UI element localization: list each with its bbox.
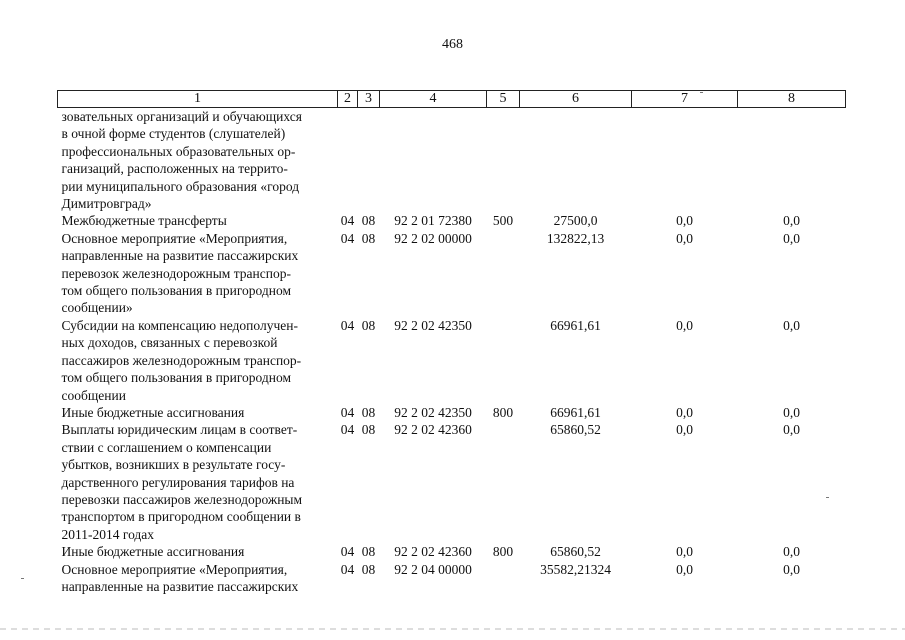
- cell-section: 04: [340, 561, 355, 577]
- table-body: [58, 108, 846, 596]
- cell-description: [58, 404, 338, 421]
- cell-amount-col7: 0,0: [676, 317, 693, 333]
- header-col-4: 4: [380, 91, 487, 108]
- cell-expense-type: [487, 421, 520, 543]
- cell-amount-col7: 0,0: [676, 213, 693, 229]
- cell-amount-col8: 0,0: [783, 404, 800, 420]
- cell-section: 04: [340, 317, 355, 333]
- table-row: [58, 404, 846, 421]
- cell-description: [58, 230, 338, 317]
- cell-amount-col6: 66961,61: [550, 317, 601, 333]
- header-col-2: 2: [338, 91, 358, 108]
- cell-amount-col6: [520, 108, 632, 213]
- cell-target-code: [380, 108, 487, 213]
- cell-expense-type: [487, 561, 520, 596]
- description-line: рии муниципального образования «город: [61, 178, 300, 194]
- cell-amount-col8: [738, 108, 846, 213]
- cell-subsection: 08: [361, 404, 376, 420]
- cell-section: [338, 108, 358, 213]
- table-row: [58, 543, 846, 560]
- cell-target-code: 92 2 02 42350: [394, 317, 472, 333]
- cell-description: [58, 421, 338, 543]
- cell-section: 04: [340, 422, 355, 438]
- description-line: том общего пользования в пригородном: [61, 370, 292, 386]
- cell-section: 04: [340, 213, 355, 229]
- cell-subsection: 08: [361, 561, 376, 577]
- scan-noise-line: [0, 628, 905, 630]
- table-row: [58, 230, 846, 317]
- cell-expense-type: 800: [492, 404, 514, 420]
- description-line: транспортом в пригородном сообщении в: [61, 509, 301, 525]
- cell-target-code: 92 2 02 42360: [394, 422, 472, 438]
- description-line: том общего пользования в пригородном: [61, 283, 292, 299]
- description-line: пассажиров железнодорожным транспор-: [61, 352, 302, 368]
- cell-amount-col7: [632, 108, 738, 213]
- description-line: Иные бюджетные ассигнования: [61, 544, 245, 560]
- description-line: сообщении»: [61, 300, 133, 316]
- description-line: Основное мероприятие «Мероприятия,: [61, 230, 288, 246]
- cell-expense-type: [487, 317, 520, 404]
- header-col-6: 6: [520, 91, 632, 108]
- description-line: убытков, возникших в результате госу-: [61, 457, 286, 473]
- description-line: в очной форме студентов (слушателей): [61, 126, 286, 142]
- cell-subsection: 08: [361, 544, 376, 560]
- description-line: зовательных организаций и обучающихся: [61, 109, 302, 124]
- cell-expense-type: [487, 230, 520, 317]
- table-header: [58, 91, 846, 108]
- description-line: направленные на развитие пассажирских: [61, 578, 299, 594]
- cell-description: [58, 561, 338, 596]
- cell-description: [58, 108, 338, 213]
- cell-amount-col6: 35582,21324: [540, 561, 611, 577]
- cell-expense-type: 800: [492, 544, 514, 560]
- table-row: [58, 561, 846, 596]
- header-col-3: 3: [358, 91, 380, 108]
- description-line: направленные на развитие пассажирских: [61, 248, 299, 264]
- table-row: [58, 421, 846, 543]
- cell-description: [58, 543, 338, 560]
- cell-amount-col6: 65860,52: [550, 422, 601, 438]
- header-col-1: 1: [58, 91, 338, 108]
- cell-amount-col8: 0,0: [783, 317, 800, 333]
- cell-subsection: [358, 108, 380, 213]
- cell-amount-col7: 0,0: [676, 561, 693, 577]
- cell-amount-col8: 0,0: [783, 422, 800, 438]
- cell-subsection: 08: [361, 213, 376, 229]
- description-line: перевозки пассажиров железнодорожным: [61, 491, 303, 507]
- description-line: профессиональных образовательных ор-: [61, 143, 296, 159]
- cell-amount-col8: 0,0: [783, 544, 800, 560]
- cell-amount-col6: 27500,0: [553, 213, 598, 229]
- description-line: Межбюджетные трансферты: [61, 213, 227, 229]
- description-line: сообщении: [61, 387, 126, 403]
- description-line: Субсидии на компенсацию недополучен-: [61, 317, 298, 333]
- description-line: Выплаты юридическим лицам в соответ-: [61, 422, 298, 438]
- table-row: [58, 212, 846, 229]
- cell-amount-col6: 132822,13: [546, 230, 605, 246]
- cell-section: 04: [340, 230, 355, 246]
- cell-amount-col7: 0,0: [676, 422, 693, 438]
- scan-speck: [700, 92, 703, 93]
- header-col-5: 5: [487, 91, 520, 108]
- cell-amount-col6: 65860,52: [550, 544, 601, 560]
- cell-amount-col8: 0,0: [783, 230, 800, 246]
- description-line: Иные бюджетные ассигнования: [61, 404, 245, 420]
- cell-target-code: 92 2 02 42350: [394, 404, 472, 420]
- cell-amount-col6: 66961,61: [550, 404, 601, 420]
- description-line: Основное мероприятие «Мероприятия,: [61, 561, 288, 577]
- cell-expense-type: [487, 108, 520, 213]
- cell-description: [58, 212, 338, 229]
- header-col-7: 7: [632, 91, 738, 108]
- cell-target-code: 92 2 02 42360: [394, 544, 472, 560]
- description-line: ганизаций, расположенных на террито-: [61, 161, 288, 177]
- description-line: дарственного регулирования тарифов на: [61, 474, 295, 490]
- budget-table-container: [57, 90, 845, 595]
- page-number: 468: [442, 37, 463, 52]
- description-line: ствии с соглашением о компенсации: [61, 439, 272, 455]
- description-line: Димитровград»: [61, 196, 152, 212]
- cell-target-code: 92 2 01 72380: [394, 213, 472, 229]
- cell-target-code: 92 2 02 00000: [394, 230, 472, 246]
- cell-subsection: 08: [361, 422, 376, 438]
- scan-speck: [21, 578, 24, 579]
- cell-section: 04: [340, 404, 355, 420]
- cell-amount-col7: 0,0: [676, 404, 693, 420]
- table-row: [58, 317, 846, 404]
- description-line: перевозок железнодорожным транспор-: [61, 265, 291, 281]
- cell-section: 04: [340, 544, 355, 560]
- description-line: ных доходов, связанных с перевозкой: [61, 335, 278, 351]
- cell-target-code: 92 2 04 00000: [394, 561, 472, 577]
- cell-amount-col7: 0,0: [676, 230, 693, 246]
- header-col-8: 8: [738, 91, 846, 108]
- cell-expense-type: 500: [492, 213, 514, 229]
- cell-amount-col7: 0,0: [676, 544, 693, 560]
- scan-speck: [826, 497, 829, 498]
- table-row: [58, 108, 846, 213]
- cell-description: [58, 317, 338, 404]
- cell-subsection: 08: [361, 317, 376, 333]
- cell-amount-col8: 0,0: [783, 561, 800, 577]
- header-row: [58, 91, 846, 108]
- cell-amount-col8: 0,0: [783, 213, 800, 229]
- description-line: 2011-2014 годах: [61, 526, 155, 542]
- cell-subsection: 08: [361, 230, 376, 246]
- budget-table: [57, 90, 846, 595]
